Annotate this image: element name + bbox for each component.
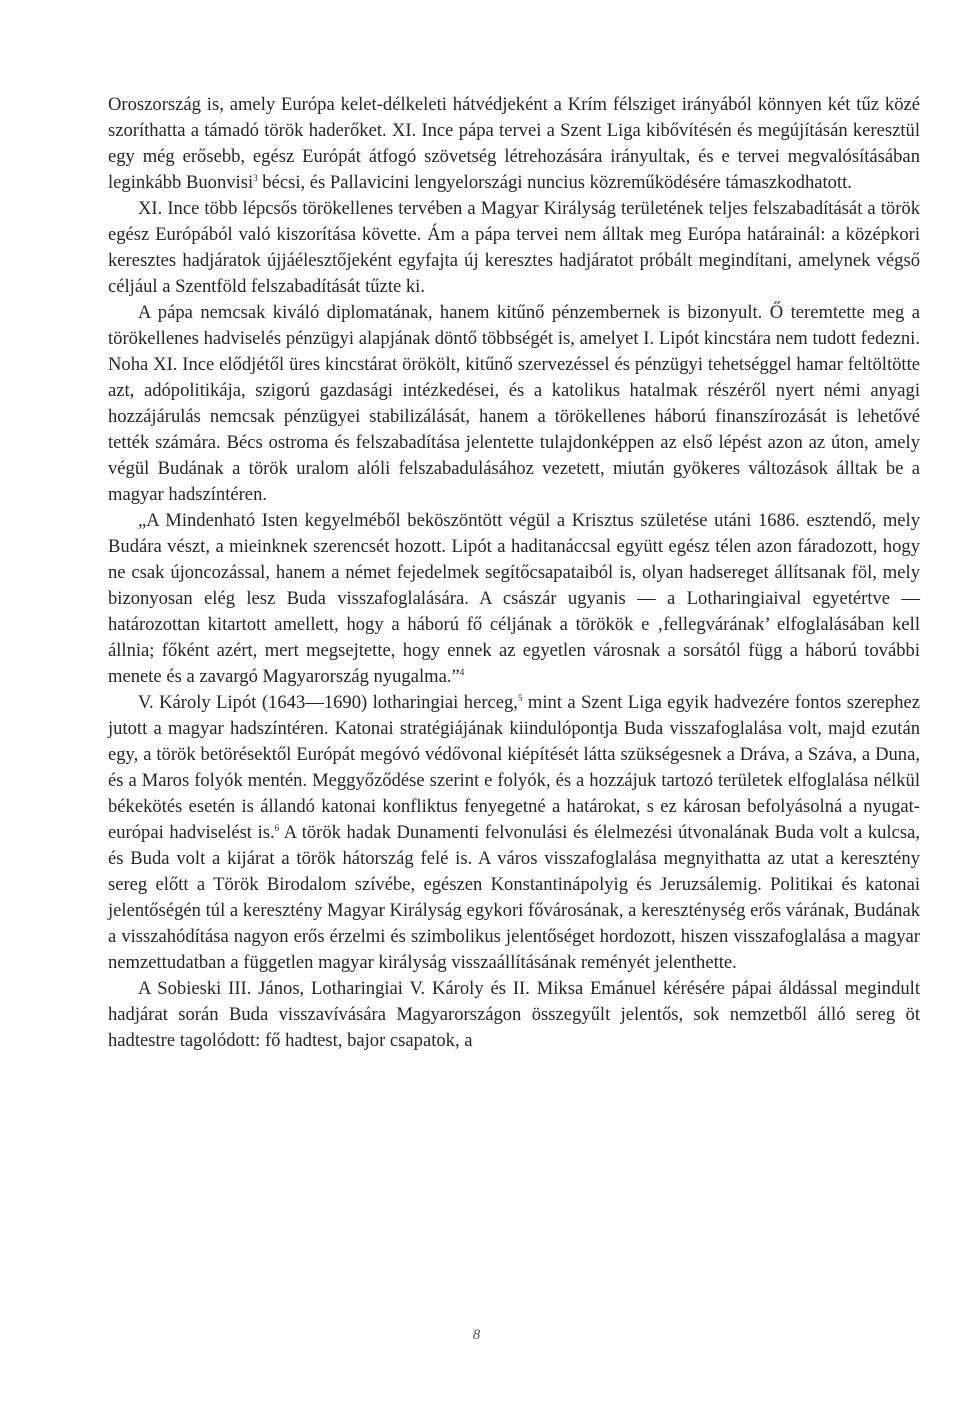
paragraph-text: A török hadak Dunamenti felvonulási és élelmezési útvonalának Buda volt a kulcsa, és Buda volt a kijárat a török hátország felé is. A város visszafoglalása megnyithatta az utat a keresztény sereg előtt a Török Birodalom szívébe, egészen Konstantinápolyig és Jeruzsálemig. Politikai és katonai jelentőségén túl a keresztény Magyar Királyság egykori fővárosának, a kereszténység erős várának, Budának a visszahódítása nagyon erős érzelmi és szimbolikus jelentőséget hordozott, hiszen visszafoglalása a magyar nemzettudatban a független magyar királyság visszaállításának reményét jelenthette. bbox=[108, 822, 920, 973]
footnote-marker: 3 bbox=[253, 172, 258, 183]
paragraph-text: V. Károly Lipót (1643—1690) lotharingiai herceg, bbox=[138, 692, 518, 713]
paragraph bbox=[108, 92, 920, 196]
paragraph-text: A Sobieski III. János, Lotharingiai V. Károly és II. Miksa Emánuel kérésére pápai áldással megindult hadjárat során Buda visszavívására Magyarországon összegyűlt jelentős, sok nemzetből álló sereg öt hadtestre tagolódott: fő hadtest, bajor csapatok, a bbox=[108, 978, 920, 1051]
paragraph-text: A pápa nemcsak kiváló diplomatának, hanem kitűnő pénzembernek is bizonyult. Ő teremtette meg a törökellenes hadviselés pénzügyi alapjának döntő többségét is, amelyet I. Lipót kincstára nem tudott fedezni. Noha XI. Ince elődjétől üres kincstárat örökölt, kitűnő szervezéssel és pénzügyi tehetséggel hamar feltöltötte azt, adópolitikája, szigorú gazdasági intézkedései, és a katolikus hatalmak részéről nyert némi anyagi hozzájárulás nemcsak pénzügyei stabilizálását, hanem a törökellenes háború finanszírozását is lehetővé tették számára. Bécs ostroma és felszabadítása jelentette tulajdonképpen az első lépést azon az úton, amely végül Budának a török uralom alóli felszabadulásához vezetett, miután gyökeres változások álltak be a magyar hadszíntéren. bbox=[108, 302, 920, 505]
paragraph-text: XI. Ince több lépcsős törökellenes tervében a Magyar Királyság területének teljes felszabadítását a török egész Európából való kiszorítása követte. Ám a pápa tervei nem álltak meg Európa határainál: a középkori keresztes hadjáratok újjáélesztőjeként egyfajta új keresztes hadjáratot próbált megindítani, amelynek végső céljául a Szentföld felszabadítását tűzte ki. bbox=[108, 198, 920, 297]
paragraph bbox=[108, 196, 920, 300]
footnote-marker: 5 bbox=[517, 692, 523, 703]
paragraph-text: Oroszország is, amely Európa kelet-délkeleti hátvédjeként a Krím félsziget irányából könnyen két tűz közé szoríthatta a támadó török haderőket. XI. Ince pápa tervei a Szent Liga kibővítésén és megújításán keresztül egy még erősebb, egész Európát átfogó szövetség létrehozására irányultak, és e tervei megvalósításában leginkább Buonvisi bbox=[108, 94, 920, 193]
document-body bbox=[108, 92, 920, 1054]
paragraph bbox=[108, 690, 920, 976]
paragraph-text: bécsi, és Pallavicini lengyelországi nuncius közreműködésére támaszkodhatott. bbox=[257, 172, 852, 193]
footnote-marker: 4 bbox=[459, 666, 465, 677]
page-number: 8 bbox=[472, 1327, 481, 1343]
paragraph-text: „A Mindenható Isten kegyelméből beköszöntött végül a Krisztus születése utáni 1686. esztendő, mely Budára vészt, a mieinknek szerencsét hozott. Lipót a haditanáccsal együtt egész télen azon fáradozott, hogy ne csak újoncozással, hanem a német fejedelmek segítőcsapataiból is, olyan hadsereget állítsanak föl, mely bizonyosan elég lesz Buda visszafoglalására. A császár ugyanis — a Lotharingiaival egyetértve — határozottan kitartott amellett, hogy a háború fő céljának a törökök e ‚fellegvárának’ elfoglalásában kell állnia; főként azért, mert megsejtette, hogy ennek az egyetlen városnak a sorsától függ a háború további menete és a zavargó Magyarország nyugalma.” bbox=[108, 510, 920, 687]
footnote-marker: 6 bbox=[274, 822, 280, 833]
paragraph bbox=[108, 300, 920, 508]
paragraph bbox=[108, 508, 920, 690]
paragraph-text: mint a Szent Liga egyik hadvezére fontos szerephez jutott a magyar hadszíntéren. Katonai stratégiájának kiindulópontja Buda visszafoglalása volt, majd ezután egy, a török betörésektől Európát megóvó védővonal kiépítését látta szükségesnek a Dráva, a Száva, a Duna, és a Maros folyók mentén. Meggyőződése szerint e folyók, és a hozzájuk tartozó területek elfoglalása nélkül békekötés esetén is állandó katonai konfliktus fenyegetné a határokat, s ez károsan befolyásolná a nyugat-európai hadviselést is. bbox=[108, 692, 920, 843]
paragraph bbox=[108, 976, 920, 1054]
